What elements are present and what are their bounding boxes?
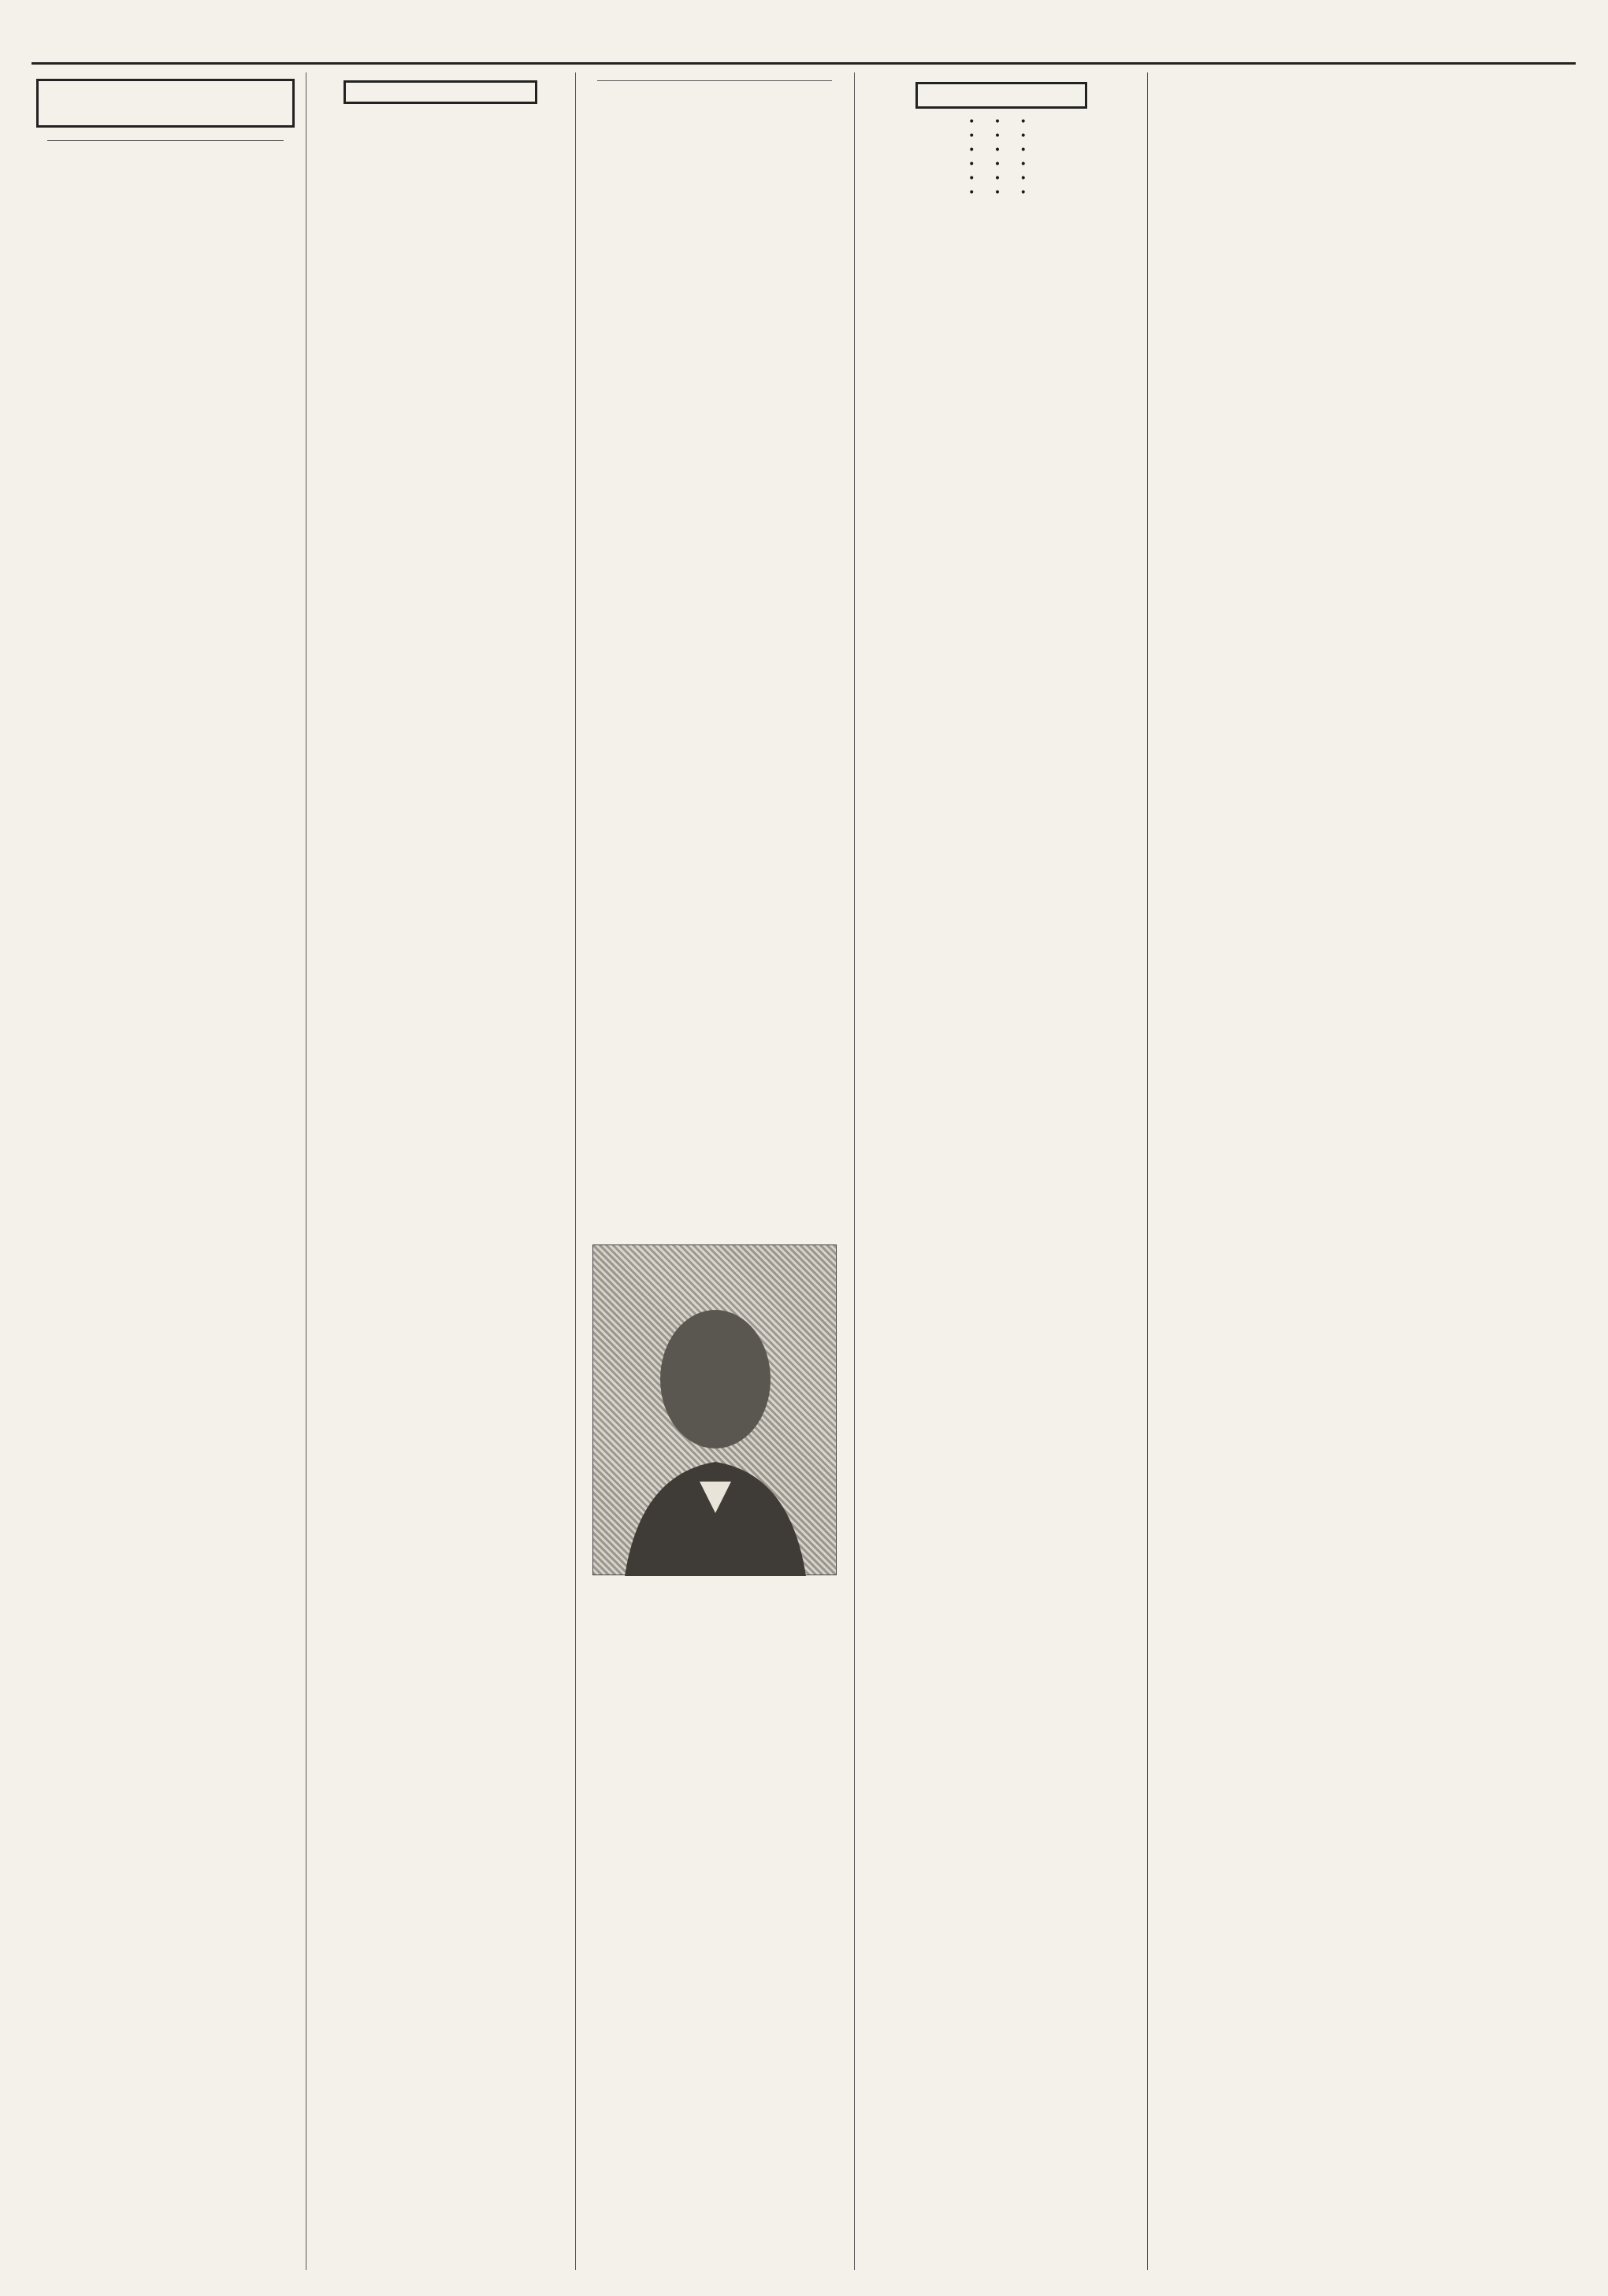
column-langston — [581, 1583, 848, 2268]
social-happenings-banner — [36, 79, 295, 128]
locals-banner — [344, 80, 537, 104]
masthead — [32, 32, 1576, 65]
column-clubs: • • • • • • • • • • • • • • • • • • — [860, 72, 1142, 1301]
langston-portrait-photo — [592, 1244, 837, 1575]
column-pekin — [312, 72, 569, 2278]
column-rule — [575, 72, 576, 2270]
portrait-silhouette-icon — [593, 1245, 837, 1576]
clubs-banner — [915, 82, 1087, 109]
column-social — [32, 72, 299, 2278]
divider — [597, 80, 832, 81]
column-rule — [854, 72, 855, 2270]
column-local-news — [581, 72, 848, 1238]
column-rule — [1147, 72, 1148, 2270]
divider — [47, 140, 284, 141]
